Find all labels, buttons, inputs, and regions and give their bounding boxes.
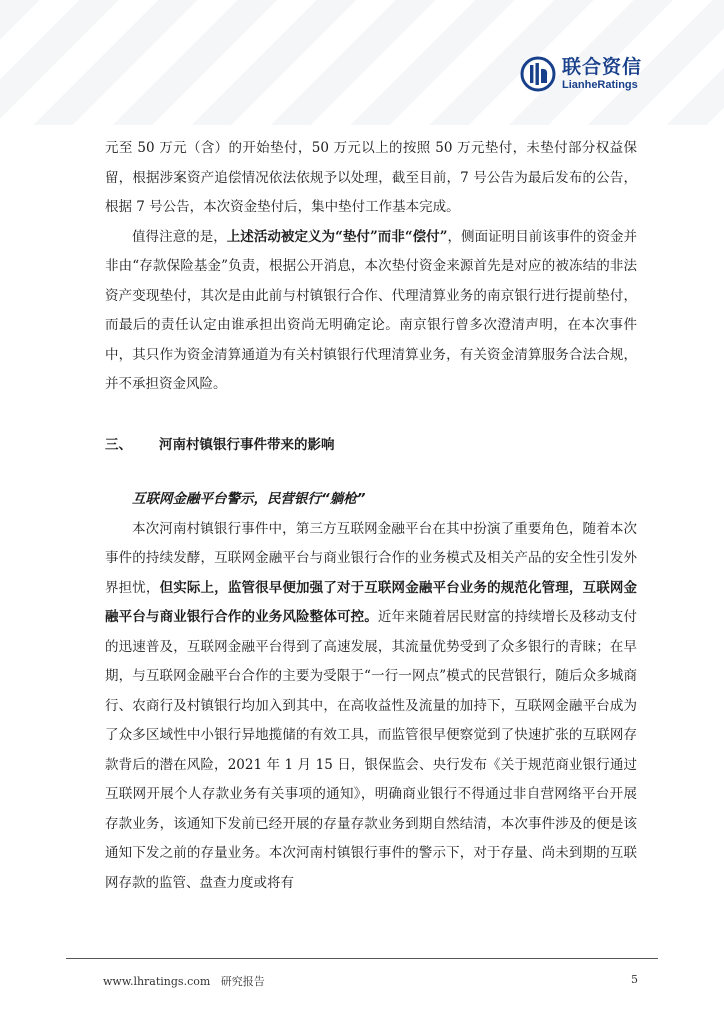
logo-english-name: LianheRatings [561, 78, 638, 91]
company-logo [520, 56, 642, 92]
section-title: 河南村镇银行事件带来的影响 [159, 436, 335, 453]
footer-source [103, 973, 265, 989]
page-footer [66, 958, 658, 988]
section-heading [105, 431, 637, 461]
text-run: 本次河南村镇银行事件中，第三方互联网金融平台在其中扮演了重要角色，随着本次事件的持续发酵，互联网金融平台与商业银行合作的业务模式及相关产品的安全性引发外界担忧， [105, 520, 637, 596]
text-run: ，侧面证明目前该事件的资金并非由“存款保险基金”负责，根据公开消息，本次垫付资金来源首先是对应的被冻结的非法资产变现垫付，其次是由此前与村镇银行合作、代理清算业务的南京银行进行提前垫付，而最后的责任认定由谁承担出资尚无明确定论。南京银行曾多次澄清声明，在本次事件中，其只作为资金清算通道为有关村镇银行代理清算业务，有关资金清算服务合法合规，并不承担资金风险。 [105, 228, 638, 392]
bold-text-run: 但实际上，监管很早便加强了对于互联网金融平台业务的规范化管理，互联网金融平台与商业银行合作的业务风险整体可控。 [105, 579, 638, 625]
section-number: 三、 [105, 436, 132, 453]
text-run: 近年来随着居民财富的持续增长及移动支付的迅速普及，互联网金融平台得到了高速发展，其流量优势受到了众多银行的青睐；在早期，与互联网金融平台合作的主要为受限于“一行一网点”模式的民营银行，随后众多城商行、农商行及村镇银行均加入到其中，在高收益性及流量的加持下，互联网金融平台成为了众多区域性中小银行异地揽储的有效工具，而监管很早便察觉到了快速扩张的互联网存款背后的潜在风险，2021 年 1 月 15 日，银保监会、央行发布《关于规范商业银行通过互联网开展个人存款业务有关事项的通知》，明确商业银行不得通过非自营网络平台开展存款业务，该通知下发前已经开展的存量存款业务到期自然结清，本次事件涉及的便是该通知下发之前的存量业务。本次河南村镇银行事件的警示下，对于存量、尚未到期的互联网存款的监管、盘查力度或将有 [105, 609, 638, 891]
page-number: 5 [631, 973, 638, 986]
paragraph-advance-payment [105, 223, 637, 400]
logo-chinese-name: 联合资信 [561, 55, 642, 78]
paragraph-continuation: 元至 50 万元（含）的开始垫付，50 万元以上的按照 50 万元垫付，未垫付部分权益保留，根据涉案资产追偿情况依法依规予以处理，截至目前，7 号公告为最后发布的公告，根据 7 号公告，本次资金垫付后，集中垫付工作基本完成。 [105, 140, 637, 215]
subsection-heading: 互联网金融平台警示，民营银行“躺枪” [132, 491, 366, 507]
bold-text-run: 上述活动被定义为“垫付”而非“偿付” [226, 228, 448, 245]
paragraph-internet-finance [105, 515, 637, 899]
text-run: 值得注意的是， [132, 228, 227, 245]
lianhe-logo-icon [520, 56, 556, 92]
document-body [105, 134, 637, 898]
footer-report-type: 研究报告 [220, 975, 265, 988]
footer-website: www.lhratings.com [103, 975, 211, 988]
